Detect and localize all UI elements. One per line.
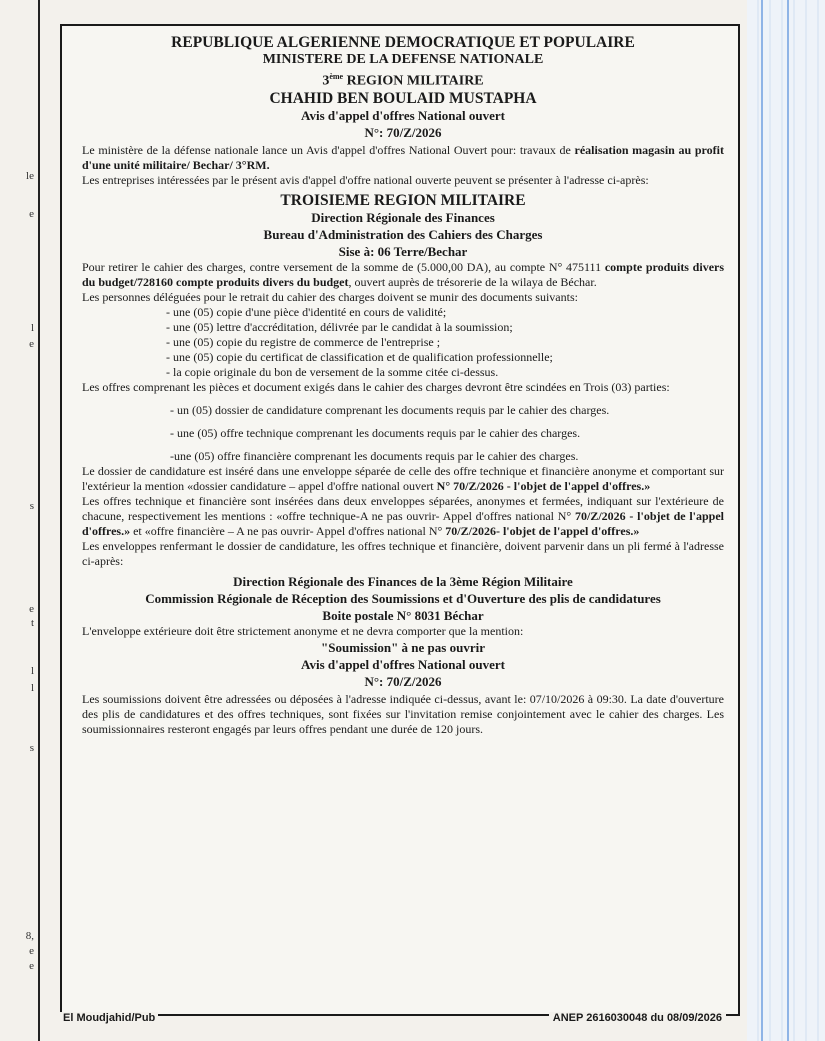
envelope-paragraph: L'enveloppe extérieure doit être strictement anonyme et ne devra comporter que la mention: (82, 623, 524, 638)
dossier-paragraph: Le dossier de candidature est inséré dans une enveloppe séparée de celle des offre technique et financière anonyme et comportant sur l'extérieur la mention «dossier candidature – appel d'offre national ouvert N° 70/Z/2026 - l'objet de l'appel d'offres.» (82, 463, 724, 493)
fragment-text: e (29, 338, 34, 350)
fragment-text: s (29, 742, 34, 754)
header-republic: REPUBLIQUE ALGERIENNE DEMOCRATIQUE ET POPULAIRE (171, 34, 635, 51)
header-region: 3ème REGION MILITAIRE (322, 72, 484, 89)
envelope-soumission: "Soumission" à ne pas ouvrir (321, 639, 485, 655)
adjacent-column-edge (0, 0, 40, 1041)
header-avis: Avis d'appel d'offres National ouvert (301, 107, 505, 123)
fragment-text: e (29, 945, 34, 957)
fragment-text: l (30, 682, 34, 694)
fragment-text: e (29, 960, 34, 972)
documents-list (82, 305, 724, 380)
address1-direction: Direction Régionale des Finances (311, 209, 495, 225)
margin-line (787, 0, 789, 1041)
fragment-text: l (30, 665, 34, 677)
notice-body (82, 34, 724, 737)
notice-footer (60, 1012, 740, 1026)
list-item: - la copie originale du bon de versement de la somme citée ci-dessus. (166, 364, 499, 379)
address2-commission: Commission Régionale de Réception des Soumissions et d'Ouverture des plis de candidatures (145, 590, 661, 606)
header-number: N°: 70/Z/2026 (364, 124, 442, 140)
fragment-text: l (30, 322, 34, 334)
list-item: - un (05) dossier de candidature comprenant les documents requis par le cahier des charges. (170, 402, 610, 417)
envelope-avis: Avis d'appel d'offres National ouvert (301, 656, 505, 672)
fragment-text: e (29, 208, 34, 220)
list-item: - une (05) copie d'une pièce d'identité en cours de validité; (166, 304, 447, 319)
offres-list (82, 403, 724, 464)
closing-paragraph: Les soumissions doivent être adressées ou déposées à l'adresse indiquée ci-dessus, avant le: 07/10/2026 à 09:30. La date d'ouverture des plis de candidatures et des offres techniques, sont fixées sur l'invitation remise conjointement avec le cahier des charges. Les soumissionnaires resteront engagés par leurs offres pendant une durée de 120 jours. (82, 691, 724, 736)
list-item: - une (05) lettre d'accréditation, délivrée par le candidat à la soumission; (166, 319, 513, 334)
intro-paragraph-2: Les entreprises intéressées par le présent avis d'appel d'offre national ouverte peuvent se présenter à l'adresse ci-après: (82, 172, 649, 187)
fragment-text: e (29, 603, 34, 615)
retrait-paragraph: Pour retirer le cahier des charges, contre versement de la somme de (5.000,00 DA), au compte N° 475111 compte produits divers du budget/728160 compte produits divers du budget, ouvert auprès de trésorerie de la wilaya de Béchar. (82, 259, 725, 289)
fragment-text: 8, (25, 930, 34, 942)
list-item: - une (05) offre technique comprenant les documents requis par le cahier des charges. (170, 425, 581, 440)
address1-sise: Sise à: 06 Terre/Bechar (338, 243, 468, 259)
enveloppes-paragraph: Les offres technique et financière sont insérées dans deux enveloppes séparées, anonymes et fermées, indiquant sur l'extérieure de chacune, respectivement les mentions : «offre technique-A ne pas ouvrir- Appel d'offres national N° 70/Z/2026 - l'objet de l'appel d'offres.» et «offre financière – A ne pas ouvrir- Appel d'offres national N° 70/Z/2026- l'objet de l'appel d'offres.» (82, 493, 724, 538)
list-item: -une (05) offre financière comprenant les documents requis par le cahier des charges. (170, 448, 579, 463)
footer-publisher: El Moudjahid/Pub (60, 1012, 158, 1024)
offres-paragraph: Les offres comprenant les pièces et document exigés dans le cahier des charges devront être scindées en Trois (03) parties: (82, 379, 670, 394)
address1-region: TROISIEME REGION MILITAIRE (280, 191, 526, 209)
envelope-number: N°: 70/Z/2026 (364, 673, 442, 689)
address2-direction: Direction Régionale des Finances de la 3ème Région Militaire (233, 573, 573, 589)
list-item: - une (05) copie du certificat de classification et de qualification professionnelle; (166, 349, 553, 364)
fragment-text: s (29, 500, 34, 512)
documents-intro: Les personnes déléguées pour le retrait du cahier des charges doivent se munir des documents suivants: (82, 289, 578, 304)
fragment-text: t (30, 617, 34, 629)
address1-bureau: Bureau d'Administration des Cahiers des Charges (263, 226, 543, 242)
list-item: - une (05) copie du registre de commerce de l'entreprise ; (166, 334, 441, 349)
intro-paragraph: Le ministère de la défense nationale lance un Avis d'appel d'offres National Ouvert pour: travaux de réalisation magasin au profit d'une unité militaire/ Bechar/ 3°RM. (82, 142, 724, 172)
footer-anep-reference: ANEP 2616030048 du 08/09/2026 (549, 1012, 726, 1024)
adjacent-page-edge (747, 0, 825, 1041)
header-chahid: CHAHID BEN BOULAID MUSTAPHA (269, 89, 537, 107)
margin-line (761, 0, 763, 1041)
pli-paragraph: Les enveloppes renfermant le dossier de candidature, les offres technique et financière, doivent parvenir dans un pli fermé à l'adresse ci-après: (82, 538, 724, 568)
address2-boite: Boite postale N° 8031 Béchar (322, 607, 484, 623)
tender-notice (60, 24, 740, 1016)
header-ministry: MINISTERE DE LA DEFENSE NATIONALE (262, 52, 544, 67)
fragment-text: le (26, 170, 34, 182)
